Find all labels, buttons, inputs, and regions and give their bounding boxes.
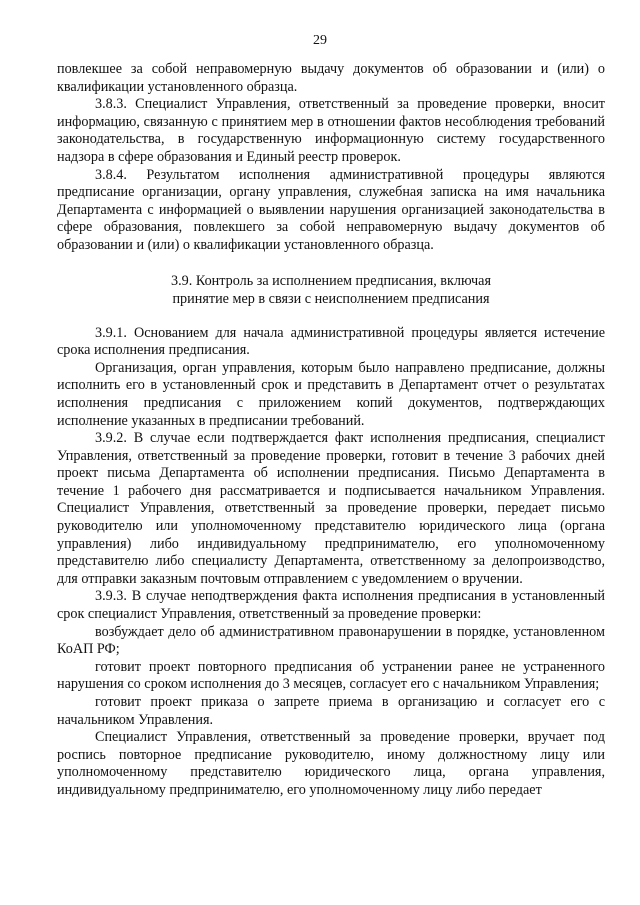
paragraph-3-9-2: 3.9.2. В случае если подтверждается факт исполнения предписания, специалист Управления, ответственный за проведение проверки, готовит в течение 3 рабочих дней проект письма Департамента об исполнении предписания. Письмо Департамента в течение 1 рабочего дня рассматривается и подписывается начальником Управления. Специалист Управления, ответственный за проведение проверки, передает письмо руководителю или уполномоченному представителю юридического лица (органа управления) либо индивидуальному предпринимателю, его уполномоченному представителю либо специалисту Департамента, ответственному за делопроизводство, для отправки заказным почтовым отправлением с уведомлением о вручении. xyxy=(57,430,605,587)
list-item-admission-ban: готовит проект приказа о запрете приема в организацию и согласует его с начальником Управления. xyxy=(57,694,605,728)
paragraph-3-9-1: 3.9.1. Основанием для начала административной процедуры является истечение срока исполнения предписания. xyxy=(57,324,605,359)
page-number: 29 xyxy=(313,33,327,48)
paragraph-3-8-3: 3.8.3. Специалист Управления, ответственный за проведение проверки, вносит информацию, связанную с принятием мер в отношении фактов несоблюдения требований законодательства, в государственную информационную систему государственного надзора в сфере образования и Единый реестр проверок. xyxy=(57,96,605,165)
section-heading-line-1: 3.9. Контроль за исполнением предписания, включая xyxy=(170,272,491,289)
paragraph-organization-duty: Организация, орган управления, которым было направлено предписание, должны исполнить его в установленный срок и представить в Департамент отчет о результатах исполнения предписания с приложением копий документов, подтверждающих исполнение указанных в предписании требований. xyxy=(57,359,605,429)
section-heading-line-2: принятие мер в связи с неисполнением предписания xyxy=(172,290,490,307)
section-heading-3-9 xyxy=(57,272,605,308)
document-body xyxy=(57,61,605,800)
paragraph-continuation: повлекшее за собой неправомерную выдачу документов об образовании и (или) о квалификации установленного образца. xyxy=(57,61,605,95)
paragraph-3-9-3: 3.9.3. В случае неподтверждения факта исполнения предписания в установленный срок специалист Управления, ответственный за проведение проверки: xyxy=(57,588,605,623)
list-item-administrative-case: возбуждает дело об административном правонарушении в порядке, установленном КоАП РФ; xyxy=(57,623,605,658)
paragraph-3-8-4: 3.8.4. Результатом исполнения административной процедуры являются предписание организации, органу управления, служебная записка на имя начальника Департамента с информацией о выявлении нарушения организацией законодательства в сфере образования, повлекшего за собой неправомерную выдачу документов об образовании и (или) о квалификации установленного образца. xyxy=(57,166,605,253)
list-item-repeat-order: готовит проект повторного предписания об устранении ранее не устраненного нарушения со сроком исполнения до 3 месяцев, согласует его с начальником Управления; xyxy=(57,658,605,693)
paragraph-repeat-order-delivery: Специалист Управления, ответственный за проведение проверки, вручает под роспись повторное предписание руководителю, иному должностному лицу или уполномоченному представителю юридического лица, органа управления, индивидуальному предпринимателю, его уполномоченному лицу либо передает xyxy=(57,729,605,798)
